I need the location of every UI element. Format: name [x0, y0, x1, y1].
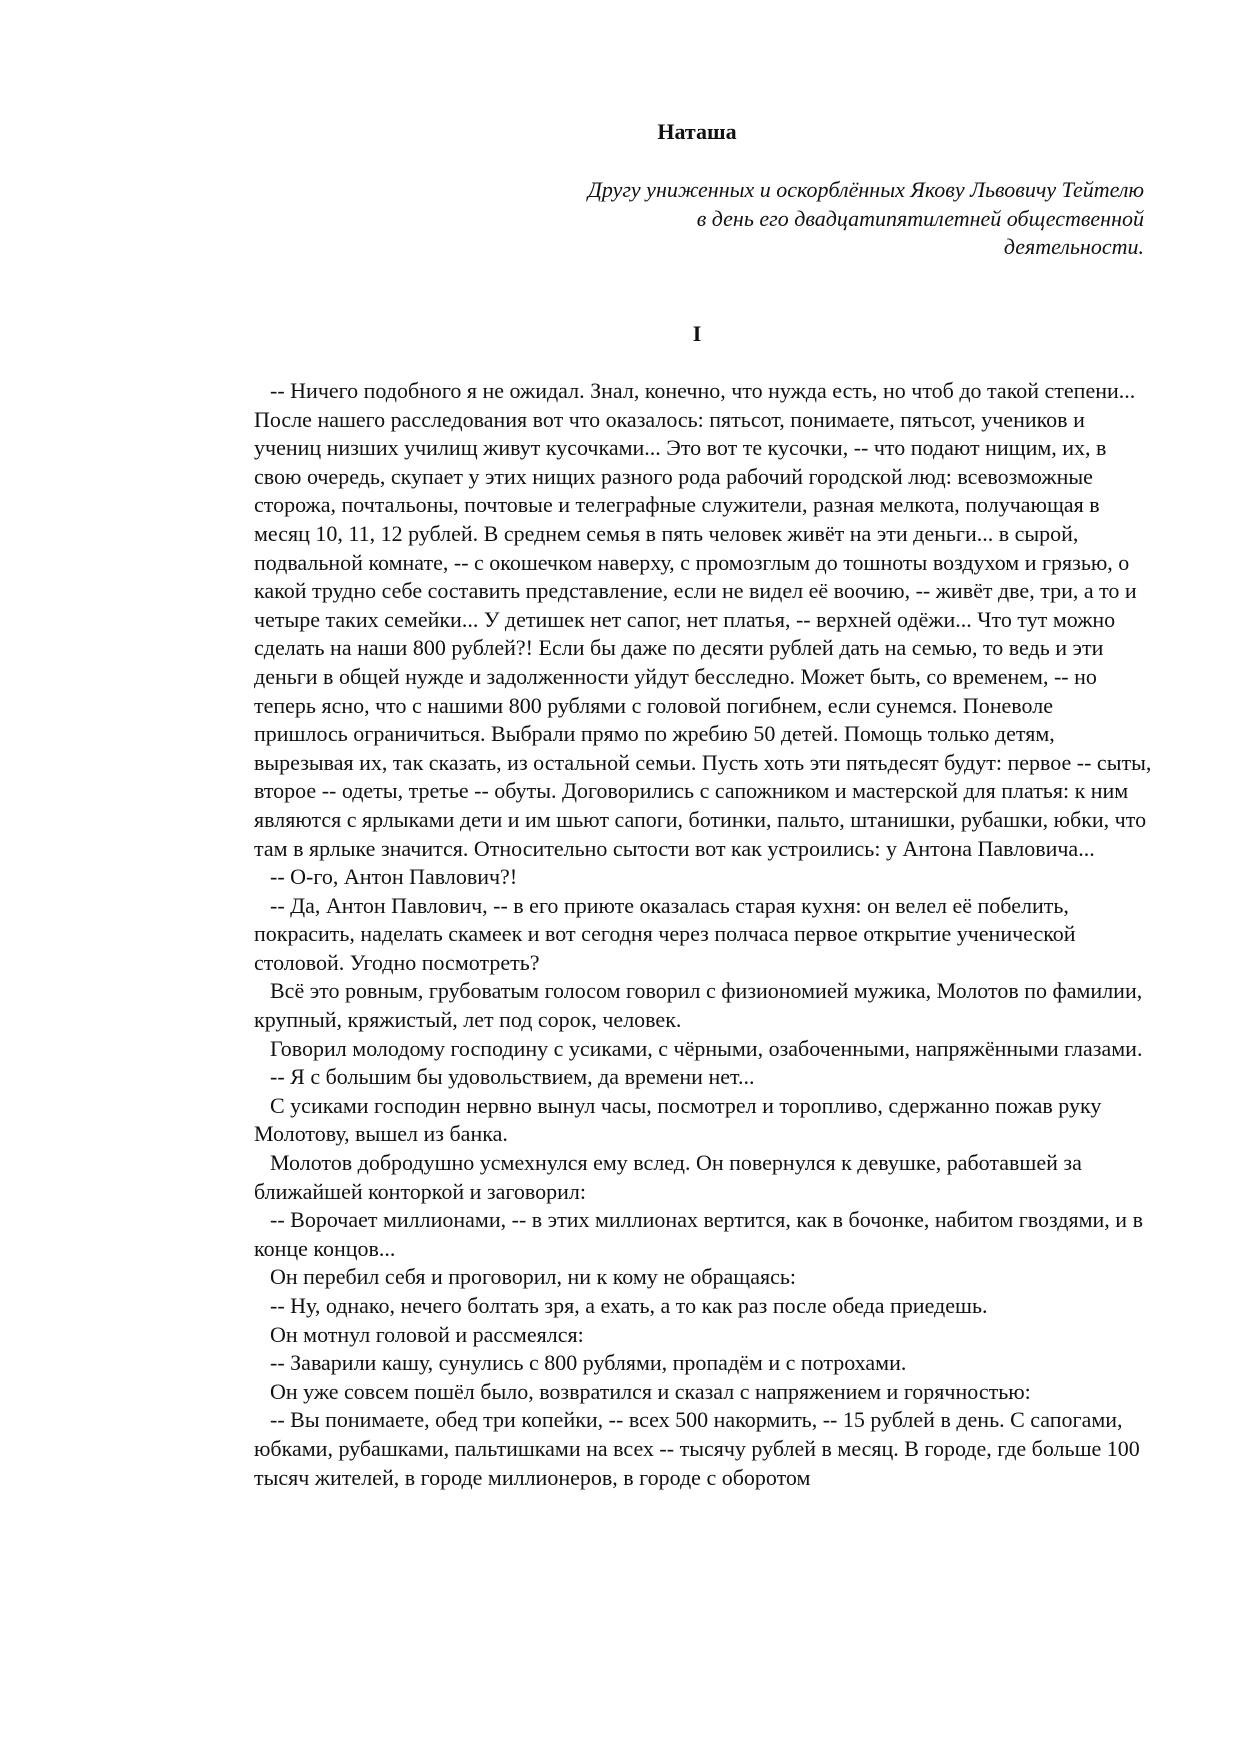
paragraph: -- Заварили кашу, сунулись с 800 рублями, пропадём и с потрохами. [270, 1350, 907, 1376]
paragraph: Он перебил себя и проговорил, ни к кому не обращаясь: [270, 1264, 797, 1290]
paragraph: -- Ворочает миллионами, -- в этих миллионах вертится, как в бочонке, набитом гвоздями, и в конце концов... [254, 1207, 1143, 1261]
dedication: Другу униженных и оскорблённых Якову Львовичу Тейтелю в день его двадцатипятилетней общественной деятельности. [587, 177, 1144, 259]
paragraph: Он уже совсем пошёл было, возвратился и сказал с напряжением и горячностью: [270, 1378, 1031, 1404]
chapter-heading: I [692, 321, 702, 346]
paragraph: -- Ну, однако, нечего болтать зря, а ехать, а то как раз после обеда приедешь. [270, 1293, 988, 1318]
paragraph: Говорил молодому господину с усиками, с чёрными, озабоченными, напряжёнными глазами. [270, 1035, 1143, 1061]
paragraph: Он мотнул головой и рассмеялся: [270, 1321, 584, 1347]
document-title: Наташа [657, 119, 737, 144]
paragraph: Всё это ровным, грубоватым голосом говорил с физиономией мужика, Молотов по фамилии, крупный, кряжистый, лет под сорок, человек. [254, 978, 1143, 1033]
paragraph: -- Я с большим бы удовольствием, да времени нет... [270, 1064, 755, 1090]
paragraph: -- Вы понимаете, обед три копейки, -- всех 500 накормить, -- 15 рублей в день. С сапогами, юбками, рубашками, пальтишками на всех -- тысячу рублей в месяц. В городе, где больше 100 тысяч жителей, в городе миллионеров, в городе с оборотом [254, 1407, 1140, 1490]
paragraph: -- Да, Антон Павлович, -- в его приюте оказалась старая кухня: он велел её побелить, покрасить, наделать скамеек и вот сегодня через полчаса первое открытие ученической столовой. Угодно посмотреть? [254, 892, 1076, 975]
paragraph: -- Ничего подобного я не ожидал. Знал, конечно, что нужда есть, но чтоб до такой степени... После нашего расследования вот что оказалось: пятьсот, понимаете, пятьсот, учеников и учениц низших училищ живут кусочками... Это вот те кусочки, -- что подают нищим, их, в свою очередь, скупает у этих нищих разного рода рабочий городской люд: всевозможные сторожа, почтальоны, почтовые и телеграфные служители, разная мелкота, получающая в месяц 10, 11, 12 рублей. В среднем семья в пять человек живёт на эти деньги... в сырой, подвальной комнате, -- с окошечком наверху, с промозглым до тошноты воздухом и грязью, о какой трудно себе составить представление, если не видел её воочию, -- живёт две, три, а то и четыре таких семейки... У детишек нет сапог, нет платья, -- верхней одёжи... Что тут можно сделать на наши 800 рублей?! Если бы даже по десяти рублей дать на семью, то ведь и эти деньги в общей нужде и задолженности уйдут бесследно. Может быть, со временем, -- но теперь ясно, что с нашими 800 рублями с головой погибнем, если сунемся. Поневоле пришлось ограничиться. Выбрали прямо по жребию 50 детей. Помощь только детям, вырезывая их, так сказать, из остальной семьи. Пусть хоть эти пятьдесят будут: первое -- сыты, второе -- одеты, третье -- обуты. Договорились с сапожником и мастерской для платья: к ним являются с ярлыками дети и им шьют сапоги, ботинки, пальто, штанишки, рубашки, юбки, что там в ярлыке значится. Относительно сытости вот как устроились: у Антона Павловича... [254, 378, 1152, 861]
body-text [254, 377, 1152, 1492]
paragraph: С усиками господин нервно вынул часы, посмотрел и торопливо, сдержанно пожав руку Молотову, вышел из банка. [254, 1092, 1102, 1147]
paragraph: Молотов добродушно усмехнулся ему вслед. Он повернулся к девушке, работавшей за ближайшей конторкой и заговорил: [254, 1150, 1082, 1204]
paragraph: -- О-го, Антон Павлович?! [270, 864, 518, 890]
